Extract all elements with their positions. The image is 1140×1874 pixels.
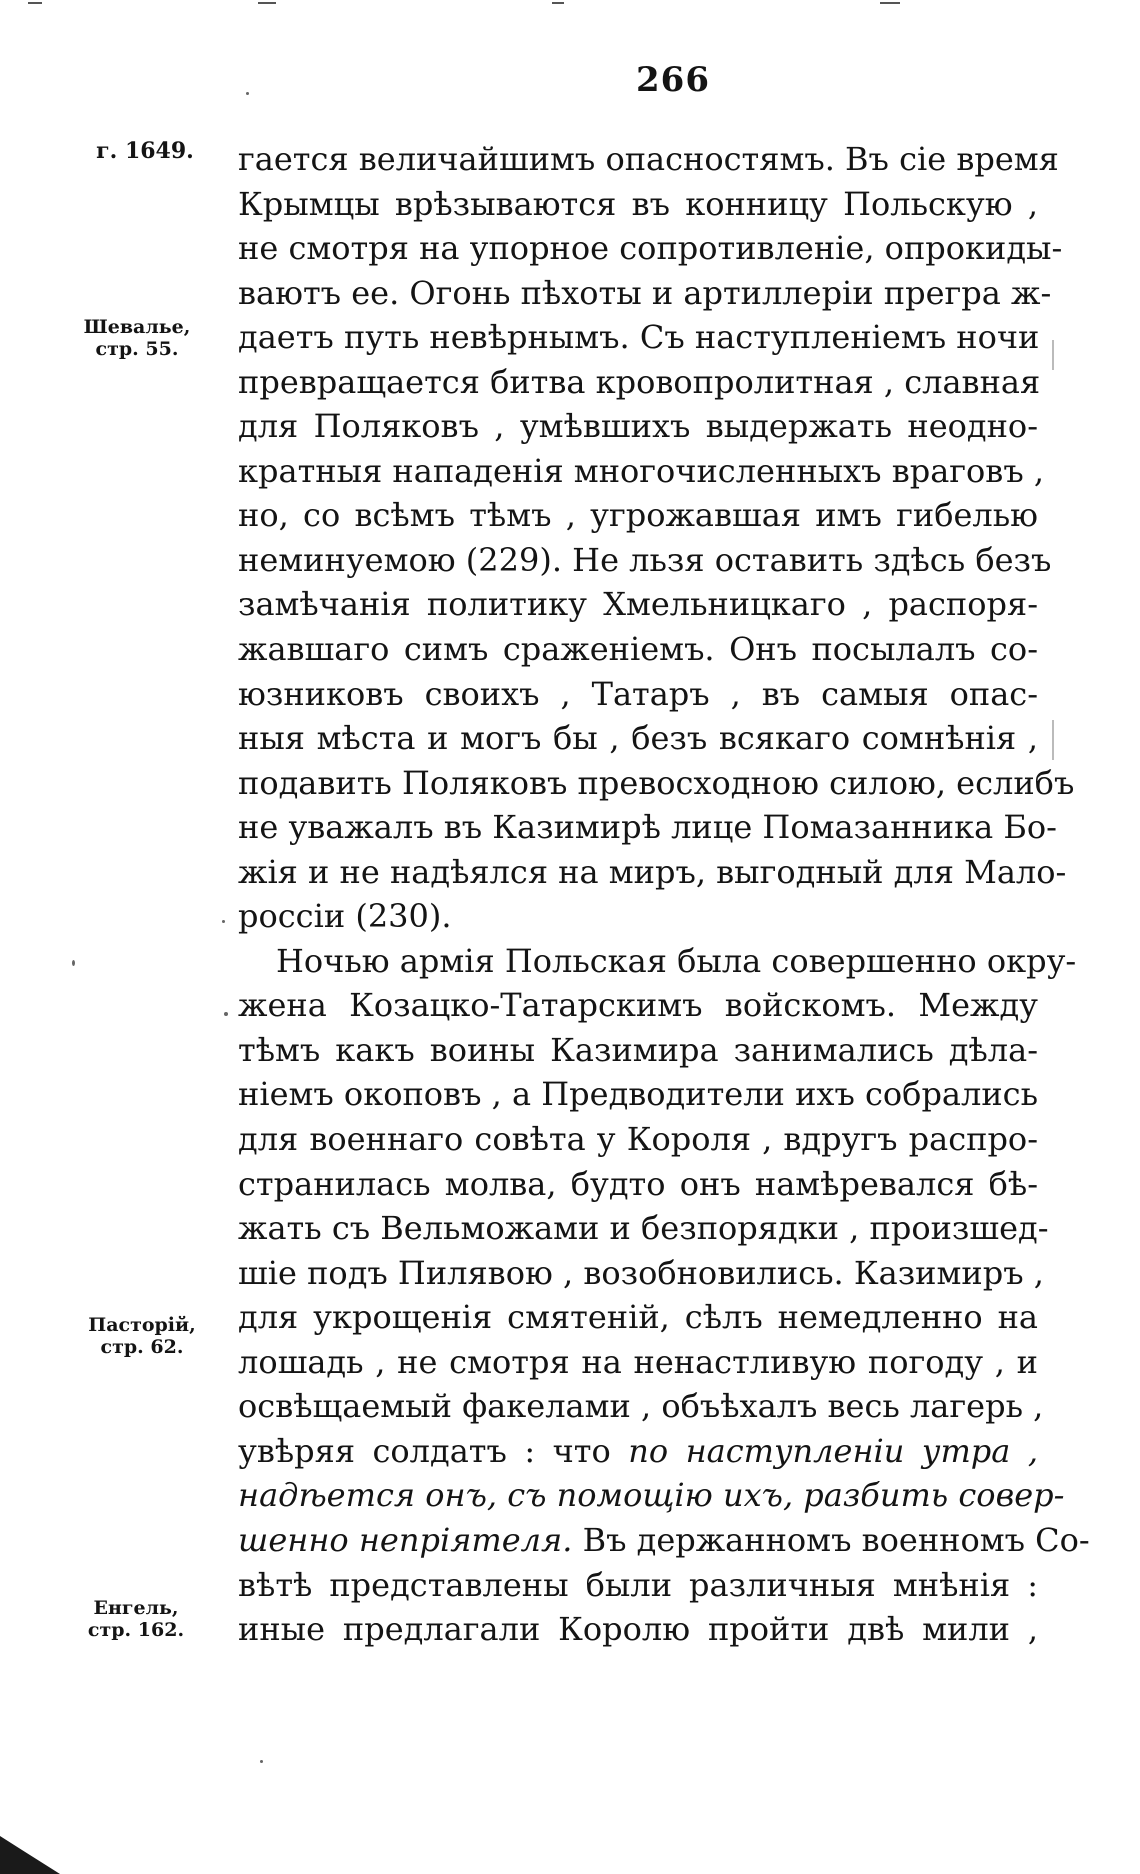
text-line: освѣщаемый факелами , объѣхалъ весь лагерь , <box>238 1387 1044 1426</box>
text-line: ваютъ ее. Огонь пѣхоты и артиллеріи прегра ж- <box>238 273 1052 312</box>
text-line-mixed <box>238 1429 1038 1474</box>
text-line: жія и не надѣялся на миръ, выгодный для Мало- <box>238 852 1067 891</box>
margin-note-engel: Енгель, стр. 162. <box>87 1597 185 1641</box>
text-line: неминуемою (229). Не льзя оставить здѣсь безъ <box>238 540 1052 579</box>
text-segment: Въ держанномъ военномъ Со- <box>582 1520 1090 1559</box>
text-line: жать съ Вельможами и безпорядки , произшед- <box>238 1209 1049 1248</box>
text-line: шіе подъ Пилявою , возобновились. Казимиръ , <box>238 1253 1044 1292</box>
text-line: гается величайшимъ опасностямъ. Въ сіе время <box>238 140 1059 178</box>
text-line: даетъ путь невѣрнымъ. Съ наступленіемъ ночи <box>238 318 1040 357</box>
text-line: жавшаго симъ сраженіемъ. Онъ посылалъ со- <box>238 630 1038 669</box>
text-line: юзниковъ своихъ , Татаръ , въ самыя опас- <box>238 674 1038 713</box>
text-line: для военнаго совѣта у Короля , вдругъ распро- <box>238 1120 1038 1159</box>
margin-note-pastorius: Пасторій, стр. 62. <box>88 1314 196 1358</box>
margin-note-chevalier: Шевалье, стр. 55. <box>83 316 191 360</box>
scan-speck <box>222 920 225 923</box>
text-line: вѣтѣ представлены были различныя мнѣнія : <box>238 1565 1038 1604</box>
text-line: жена Козацко-Татарскимъ войскомъ. Между <box>238 986 1038 1025</box>
text-line: для укрощенія смятеній, сѣлъ немедленно на <box>238 1298 1038 1337</box>
page-number: 266 <box>636 60 710 100</box>
text-line: ныя мѣста и могъ бы , безъ всякаго сомнѣнія , <box>238 719 1038 758</box>
scan-speck <box>224 1012 228 1016</box>
top-edge-marks <box>0 0 1140 14</box>
text-line: не смотря на упорное сопротивленіе, опрокиды- <box>238 229 1063 268</box>
scan-speck <box>260 1760 263 1763</box>
text-line: но, со всѣмъ тѣмъ , угрожавшая имъ гибелью <box>238 496 1038 535</box>
body-text <box>238 137 1090 1652</box>
text-line: Крымцы врѣзываются въ конницу Польскую , <box>238 184 1038 223</box>
scan-speck <box>1052 340 1054 370</box>
text-line: лошадь , не смотря на ненастливую погоду , и <box>238 1342 1038 1381</box>
text-segment: увѣряя солдатъ : что <box>238 1431 611 1470</box>
text-line: россіи (230). <box>238 897 452 936</box>
text-line: подавить Поляковъ превосходною силою, еслибъ <box>238 763 1075 802</box>
text-line: превращается битва кровопролитная , славная <box>238 362 1041 401</box>
scan-speck <box>1052 720 1054 760</box>
text-line: для Поляковъ , умѣвшихъ выдержать неодно- <box>238 407 1038 446</box>
scan-speck <box>72 960 75 966</box>
text-line: не уважалъ въ Казимирѣ лице Помазанника Бо- <box>238 808 1057 847</box>
text-line: замѣчанія политику Хмельницкаго , распоря- <box>238 585 1038 624</box>
italic-segment: надѣется онъ, съ помощію ихъ, разбить совер- <box>238 1476 1065 1515</box>
italic-segment: по наступленіи утра , <box>628 1431 1038 1470</box>
text-line: кратныя нападенія многочисленныхъ враговъ , <box>238 451 1045 490</box>
italic-segment: шенно непріятеля. <box>238 1520 573 1559</box>
text-line: тѣмъ какъ воины Казимира занимались дѣла- <box>238 1030 1038 1069</box>
text-line: странилась молва, будто онъ намѣревался бѣ- <box>238 1164 1038 1203</box>
margin-note-year: г. 1649. <box>96 138 194 164</box>
text-line: иные предлагали Королю пройти двѣ мили , <box>238 1610 1038 1649</box>
scan-speck <box>246 92 249 95</box>
paragraph-start-line: Ночью армія Польская была совершенно окру- <box>276 941 1077 980</box>
text-line-mixed <box>238 1518 1090 1563</box>
text-line-italic <box>238 1473 1065 1518</box>
text-line: ніемъ окоповъ , а Предводители ихъ собрались <box>238 1075 1038 1114</box>
corner-page-fold-mark <box>0 1836 60 1874</box>
